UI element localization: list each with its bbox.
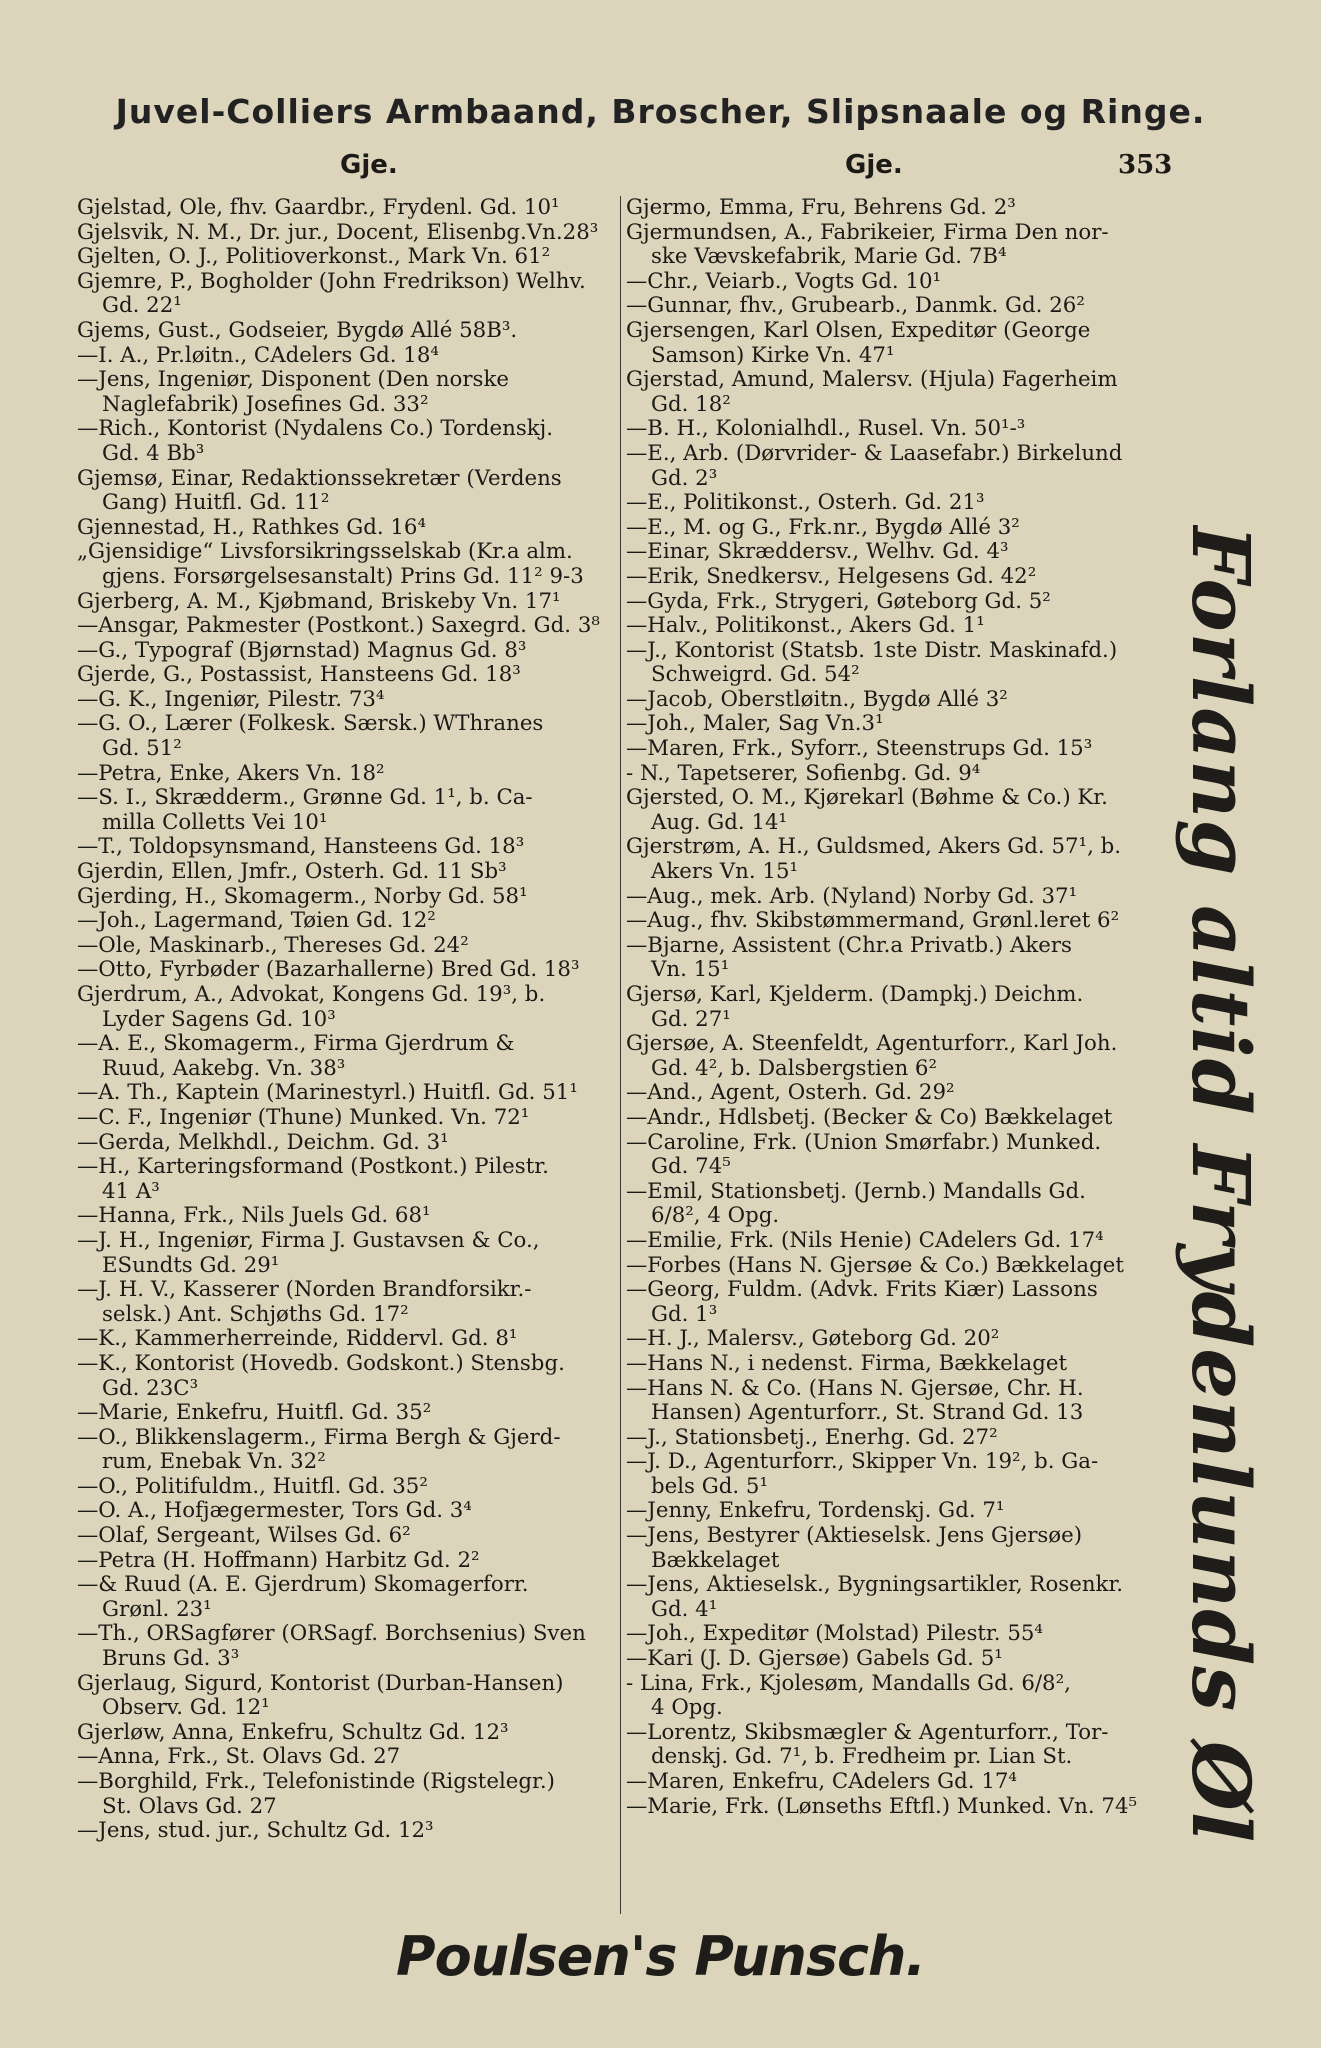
directory-line: —I. A., Pr.løitn., CAdelers Gd. 18⁴ bbox=[77, 343, 439, 368]
directory-line: Gjennestad, H., Rathkes Gd. 16⁴ bbox=[77, 515, 427, 540]
directory-line: Lyder Sagens Gd. 10³ bbox=[102, 1007, 336, 1032]
directory-line: Gjemsø, Einar, Redaktionssekretær (Verdens bbox=[77, 466, 562, 491]
directory-line: —Anna, Frk., St. Olavs Gd. 27 bbox=[77, 1745, 401, 1770]
directory-line: —H. J., Malersv., Gøteborg Gd. 20² bbox=[626, 1327, 1000, 1352]
directory-line: Gjerdrum, A., Advokat, Kongens Gd. 19³, b. bbox=[77, 983, 546, 1007]
directory-line: Gjerberg, A. M., Kjøbmand, Briskeby Vn. 17¹ bbox=[77, 589, 561, 614]
directory-line: Gjerlaug, Sigurd, Kontorist (Durban-Hansen) bbox=[77, 1671, 564, 1696]
directory-line: Gjelten, O. J., Politioverkonst., Mark Vn. 61² bbox=[77, 245, 551, 270]
directory-line: Gjersøe, A. Steenfeldt, Agenturforr., Karl Joh. bbox=[626, 1032, 1118, 1057]
directory-line: —And., Agent, Osterh. Gd. 29² bbox=[626, 1081, 955, 1106]
directory-line: —Petra, Enke, Akers Vn. 18² bbox=[77, 761, 385, 786]
running-head-right: Gje. bbox=[845, 150, 903, 180]
directory-line: —Maren, Enkefru, CAdelers Gd. 17⁴ bbox=[626, 1770, 1017, 1794]
directory-line: —J. D., Agenturforr., Skipper Vn. 19², b. Ga- bbox=[626, 1450, 1099, 1475]
directory-line: —& Ruud (A. E. Gjerdrum) Skomagerforr. bbox=[77, 1573, 529, 1598]
directory-line: denskj. Gd. 7¹, b. Fredheim pr. Lian St. bbox=[651, 1745, 1073, 1770]
directory-line: 4 Opg. bbox=[651, 1696, 723, 1721]
directory-line: Gjerdin, Ellen, Jmfr., Osterh. Gd. 11 Sb³ bbox=[77, 860, 507, 885]
directory-line: Bækkelaget bbox=[651, 1548, 780, 1573]
top-advertisement: Juvel-Colliers Armbaand, Broscher, Slipsnaale og Ringe. bbox=[115, 92, 1206, 131]
directory-line: —E., Arb. (Dørvrider- & Laasefabr.) Birkelund bbox=[626, 441, 1123, 466]
right-column bbox=[626, 196, 1162, 1819]
directory-line: selsk.) Ant. Schjøths Gd. 17² bbox=[102, 1302, 409, 1327]
directory-line: „Gjensidige“ Livsforsikringsselskab (Kr.a alm. bbox=[77, 540, 573, 565]
directory-line: —Hanna, Frk., Nils Juels Gd. 68¹ bbox=[77, 1204, 431, 1229]
directory-line: Gd. 27¹ bbox=[651, 1007, 731, 1032]
directory-line: —J., Stationsbetj., Enerhg. Gd. 27² bbox=[626, 1425, 998, 1450]
directory-line: St. Olavs Gd. 27 bbox=[102, 1794, 277, 1819]
directory-line: —Rich., Kontorist (Nydalens Co.) Tordenskj. bbox=[77, 417, 554, 442]
directory-line: Gjerstad, Amund, Malersv. (Hjula) Fagerheim bbox=[626, 368, 1118, 393]
directory-line: —Aug., fhv. Skibstømmermand, Grønl.leret 6² bbox=[626, 909, 1120, 934]
directory-line: —Erik, Snedkersv., Helgesens Gd. 42² bbox=[626, 564, 1037, 589]
directory-line: Aug. Gd. 14¹ bbox=[651, 810, 788, 835]
directory-line: Gjerløw, Anna, Enkefru, Schultz Gd. 12³ bbox=[77, 1720, 509, 1745]
directory-line: —Joh., Expeditør (Molstad) Pilestr. 55⁴ bbox=[626, 1622, 1043, 1647]
directory-line: —Jens, stud. jur., Schultz Gd. 12³ bbox=[77, 1819, 434, 1844]
directory-line: Gd. 18² bbox=[651, 392, 731, 417]
directory-line: —B. H., Kolonialhdl., Rusel. Vn. 50¹-³ bbox=[626, 417, 1026, 442]
directory-line: Gjemre, P., Bogholder (John Fredrikson) Welhv. bbox=[77, 269, 586, 294]
directory-line: —Jenny, Enkefru, Tordenskj. Gd. 7¹ bbox=[626, 1499, 1005, 1524]
directory-line: milla Colletts Vei 10¹ bbox=[102, 810, 328, 835]
directory-line: —G. O., Lærer (Folkesk. Særsk.) WThranes bbox=[77, 712, 544, 737]
directory-line: —H., Karteringsformand (Postkont.) Pilestr. bbox=[77, 1155, 549, 1180]
directory-line: —Forbes (Hans N. Gjersøe & Co.) Bækkelaget bbox=[626, 1253, 1124, 1278]
directory-line: —Ansgar, Pakmester (Postkont.) Saxegrd. Gd. 3⁸ bbox=[77, 614, 600, 639]
directory-line: —Lorentz, Skibsmægler & Agenturforr., Tor- bbox=[626, 1720, 1109, 1745]
directory-line: Schweigrd. Gd. 54² bbox=[651, 663, 860, 688]
directory-line: —G. K., Ingeniør, Pilestr. 73⁴ bbox=[77, 687, 385, 712]
directory-line: —Chr., Veiarb., Vogts Gd. 10¹ bbox=[626, 269, 942, 294]
directory-line: —Gunnar, fhv., Grubearb., Danmk. Gd. 26² bbox=[626, 294, 1085, 319]
directory-line: —Hans N., i nedenst. Firma, Bækkelaget bbox=[626, 1351, 1068, 1376]
directory-line: —Petra (H. Hoffmann) Harbitz Gd. 2² bbox=[77, 1548, 480, 1573]
directory-line: - Lina, Frk., Kjolesøm, Mandalls Gd. 6/8², bbox=[626, 1671, 1071, 1696]
directory-line: —O., Politifuldm., Huitfl. Gd. 35² bbox=[77, 1474, 428, 1499]
directory-line: bels Gd. 5¹ bbox=[651, 1474, 769, 1499]
directory-line: ESundts Gd. 29¹ bbox=[102, 1253, 280, 1278]
directory-line: Observ. Gd. 12¹ bbox=[102, 1696, 270, 1721]
directory-line: Naglefabrik) Josefines Gd. 33² bbox=[102, 392, 429, 417]
directory-line: Hansen) Agenturforr., St. Strand Gd. 13 bbox=[651, 1401, 1084, 1426]
directory-line: Gd. 4 Bb³ bbox=[102, 441, 205, 466]
directory-line: —Halv., Politikonst., Akers Gd. 1¹ bbox=[626, 614, 985, 639]
directory-line: —Maren, Frk., Syforr., Steenstrups Gd. 15³ bbox=[626, 737, 1093, 762]
directory-line: —Hans N. & Co. (Hans N. Gjersøe, Chr. H. bbox=[626, 1376, 1084, 1401]
directory-line: ske Vævskefabrik, Marie Gd. 7B⁴ bbox=[651, 245, 1007, 270]
directory-line: —Emil, Stationsbetj. (Jernb.) Mandalls Gd. bbox=[626, 1179, 1086, 1204]
directory-line: Grønl. 23¹ bbox=[102, 1597, 212, 1622]
directory-line: —E., Politikonst., Osterh. Gd. 21³ bbox=[626, 491, 985, 516]
directory-line: Gjerde, G., Postassist, Hansteens Gd. 18³ bbox=[77, 663, 521, 688]
directory-line: —Ole, Maskinarb., Thereses Gd. 24² bbox=[77, 933, 469, 958]
directory-line: —S. I., Skrædderm., Grønne Gd. 1¹, b. Ca- bbox=[77, 786, 533, 811]
directory-line: —Andr., Hdlsbetj. (Becker & Co) Bækkelaget bbox=[626, 1105, 1113, 1130]
directory-line: Gd. 74⁵ bbox=[651, 1155, 731, 1180]
directory-line: Gjelstad, Ole, fhv. Gaardbr., Frydenl. Gd. 10¹ bbox=[77, 196, 560, 220]
directory-line: —O. A., Hofjægermester, Tors Gd. 3⁴ bbox=[77, 1499, 472, 1524]
directory-line: —A. E., Skomagerm., Firma Gjerdrum & bbox=[77, 1032, 515, 1057]
directory-line: Samson) Kirke Vn. 47¹ bbox=[651, 343, 895, 368]
directory-line: Bruns Gd. 3³ bbox=[102, 1647, 240, 1672]
directory-line: —Georg, Fuldm. (Advk. Frits Kiær) Lassons bbox=[626, 1278, 1098, 1303]
left-column bbox=[77, 196, 615, 1844]
running-head-left: Gje. bbox=[340, 150, 398, 180]
directory-line: —J. H., Ingeniør, Firma J. Gustavsen & Co., bbox=[77, 1228, 540, 1253]
directory-line: Gjermundsen, A., Fabrikeier, Firma Den nor- bbox=[626, 220, 1109, 245]
directory-line: —Marie, Frk. (Lønseths Eftfl.) Munked. Vn. 74⁵ bbox=[626, 1794, 1138, 1819]
directory-line: gjens. Forsørgelsesanstalt) Prins Gd. 11² 9-3 bbox=[102, 564, 584, 589]
directory-line: —Aug., mek. Arb. (Nyland) Norby Gd. 37¹ bbox=[626, 884, 1078, 909]
directory-line: —Bjarne, Assistent (Chr.a Privatb.) Akers bbox=[626, 933, 1072, 958]
directory-line: —J., Kontorist (Statsb. 1ste Distr. Maskinafd.) bbox=[626, 638, 1118, 663]
directory-line: —Einar, Skræddersv., Welhv. Gd. 4³ bbox=[626, 540, 1009, 565]
directory-line: Gjerstrøm, A. H., Guldsmed, Akers Gd. 57¹, b. bbox=[626, 835, 1122, 860]
directory-line: rum, Enebak Vn. 32² bbox=[102, 1450, 326, 1475]
directory-line: Gjerding, H., Skomagerm., Norby Gd. 58¹ bbox=[77, 884, 528, 909]
directory-line: Gjermo, Emma, Fru, Behrens Gd. 2³ bbox=[626, 196, 1016, 220]
directory-line: Gjelsvik, N. M., Dr. jur., Docent, Elisenbg.Vn.28³ bbox=[77, 220, 599, 245]
directory-line: —Marie, Enkefru, Huitfl. Gd. 35² bbox=[77, 1401, 432, 1426]
directory-line: —Joh., Maler, Sag Vn.3¹ bbox=[626, 712, 884, 737]
directory-line: 41 A³ bbox=[102, 1179, 160, 1204]
directory-line: —K., Kammerherreinde, Riddervl. Gd. 8¹ bbox=[77, 1327, 518, 1352]
directory-line: Gjersø, Karl, Kjelderm. (Dampkj.) Deichm. bbox=[626, 983, 1084, 1007]
directory-line: —A. Th., Kaptein (Marinestyrl.) Huitfl. Gd. 51¹ bbox=[77, 1081, 578, 1106]
directory-line: Gd. 1³ bbox=[651, 1302, 718, 1327]
directory-line: Gjems, Gust., Godseier, Bygdø Allé 58B³. bbox=[77, 318, 518, 343]
directory-line: —Jacob, Oberstløitn., Bygdø Allé 3² bbox=[626, 687, 1008, 712]
directory-line: —Kari (J. D. Gjersøe) Gabels Gd. 5¹ bbox=[626, 1647, 1003, 1672]
directory-line: Gjersted, O. M., Kjørekarl (Bøhme & Co.) Kr. bbox=[626, 786, 1108, 811]
directory-line: Gang) Huitfl. Gd. 11² bbox=[102, 491, 330, 516]
directory-line: —O., Blikkenslagerm., Firma Bergh & Gjerd- bbox=[77, 1425, 561, 1450]
directory-line: —Th., ORSagfører (ORSagf. Borchsenius) Sven bbox=[77, 1622, 586, 1647]
directory-line: —Gerda, Melkhdl., Deichm. Gd. 3¹ bbox=[77, 1130, 449, 1155]
directory-line: 6/8², 4 Opg. bbox=[651, 1204, 780, 1229]
directory-line: Gd. 23C³ bbox=[102, 1376, 199, 1401]
page-number: 353 bbox=[1118, 150, 1173, 180]
directory-line: —K., Kontorist (Hovedb. Godskont.) Stensbg. bbox=[77, 1351, 565, 1376]
directory-line: —Jens, Ingeniør, Disponent (Den norske bbox=[77, 368, 509, 393]
directory-line: —Otto, Fyrbøder (Bazarhallerne) Bred Gd. 18³ bbox=[77, 958, 580, 983]
directory-line: Gd. 4², b. Dalsbergstien 6² bbox=[651, 1056, 938, 1081]
directory-line: —G., Typograf (Bjørnstad) Magnus Gd. 8³ bbox=[77, 638, 527, 663]
directory-line: Ruud, Aakebg. Vn. 38³ bbox=[102, 1056, 346, 1081]
bottom-advertisement: Poulsen's Punsch. bbox=[396, 1925, 925, 1988]
directory-line: —Joh., Lagermand, Tøien Gd. 12² bbox=[77, 909, 436, 934]
side-advertisement bbox=[1158, 525, 1298, 1845]
directory-line: —J. H. V., Kasserer (Norden Brandforsikr.- bbox=[77, 1278, 532, 1303]
directory-line: —Jens, Bestyrer (Aktieselsk. Jens Gjersøe) bbox=[626, 1524, 1083, 1549]
directory-line: - N., Tapetserer, Sofienbg. Gd. 9⁴ bbox=[626, 761, 981, 786]
side-advertisement-text: Forlang altid Frydenlunds Øl bbox=[1174, 525, 1268, 1844]
directory-line: —Jens, Aktieselsk., Bygningsartikler, Rosenkr. bbox=[626, 1573, 1124, 1598]
directory-line: —Gyda, Frk., Strygeri, Gøteborg Gd. 5² bbox=[626, 589, 1051, 614]
directory-line: Gjersengen, Karl Olsen, Expeditør (George bbox=[626, 318, 1091, 343]
directory-line: —T., Toldopsynsmand, Hansteens Gd. 18³ bbox=[77, 835, 525, 860]
directory-line: —Caroline, Frk. (Union Smørfabr.) Munked. bbox=[626, 1130, 1102, 1155]
directory-line: —Emilie, Frk. (Nils Henie) CAdelers Gd. 17⁴ bbox=[626, 1228, 1104, 1253]
directory-line: —C. F., Ingeniør (Thune) Munked. Vn. 72¹ bbox=[77, 1105, 530, 1130]
directory-line: —E., M. og G., Frk.nr., Bygdø Allé 3² bbox=[626, 515, 1020, 540]
directory-line: Vn. 15¹ bbox=[651, 958, 730, 983]
directory-line: Gd. 4¹ bbox=[651, 1597, 718, 1622]
directory-line: Gd. 51² bbox=[102, 737, 182, 762]
directory-line: Gd. 2³ bbox=[651, 466, 718, 491]
directory-line: Akers Vn. 15¹ bbox=[651, 860, 799, 885]
directory-line: —Olaf, Sergeant, Wilses Gd. 6² bbox=[77, 1524, 411, 1549]
directory-line: Gd. 22¹ bbox=[102, 294, 182, 319]
directory-line: —Borghild, Frk., Telefonistinde (Rigstelegr.) bbox=[77, 1770, 555, 1794]
column-divider bbox=[620, 196, 621, 1914]
